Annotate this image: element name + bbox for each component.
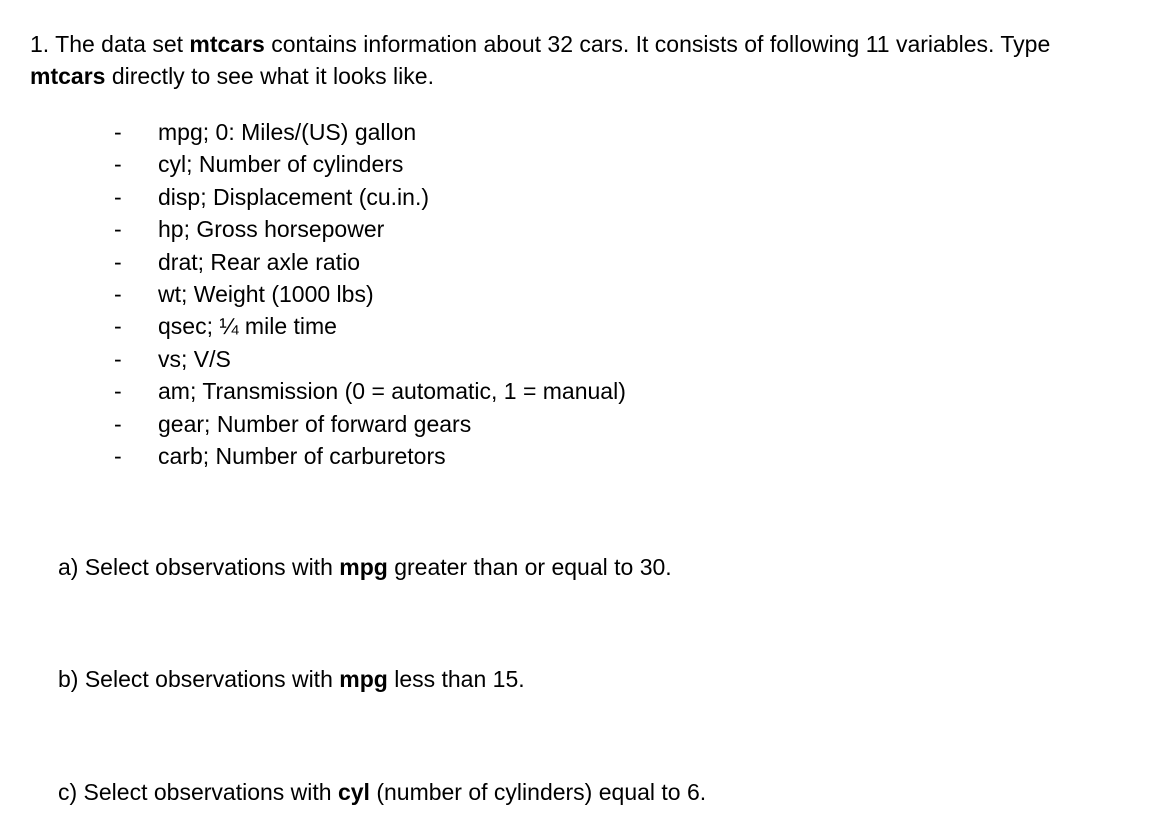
list-item bbox=[110, 246, 626, 278]
bullet-dash: - bbox=[114, 280, 122, 307]
list-item bbox=[110, 181, 626, 213]
question-c bbox=[58, 776, 706, 808]
bullet-dash: - bbox=[114, 151, 122, 178]
bullet-dash: - bbox=[114, 345, 122, 372]
question-a bbox=[58, 551, 672, 583]
list-item bbox=[110, 343, 626, 375]
bullet-dash: - bbox=[114, 183, 122, 210]
variable-text: wt; Weight (1000 lbs) bbox=[158, 280, 374, 307]
variable-text: cyl; Number of cylinders bbox=[158, 151, 404, 178]
variable-text: disp; Displacement (cu.in.) bbox=[158, 183, 429, 210]
question-a-var: mpg bbox=[339, 554, 388, 580]
list-item bbox=[110, 148, 626, 180]
question-b bbox=[58, 663, 525, 695]
variable-text: carb; Number of carburetors bbox=[158, 442, 446, 469]
dataset-name-2: mtcars bbox=[30, 63, 106, 89]
intro-text-3: directly to see what it looks like. bbox=[105, 63, 434, 89]
variable-text: drat; Rear axle ratio bbox=[158, 248, 360, 275]
question-b-post: less than 15. bbox=[387, 666, 525, 692]
question-c-pre: c) Select observations with bbox=[58, 779, 338, 805]
bullet-dash: - bbox=[114, 216, 122, 243]
question-c-var: cyl bbox=[337, 779, 370, 805]
dataset-name: mtcars bbox=[189, 31, 265, 57]
variable-text: hp; Gross horsepower bbox=[158, 216, 385, 243]
intro-paragraph bbox=[30, 28, 1130, 92]
list-item bbox=[110, 440, 626, 472]
variable-text: gear; Number of forward gears bbox=[158, 410, 472, 437]
list-item bbox=[110, 310, 626, 342]
question-b-pre: b) Select observations with bbox=[58, 666, 340, 692]
list-item bbox=[110, 116, 626, 148]
list-item bbox=[110, 375, 626, 407]
variable-list bbox=[110, 116, 626, 472]
list-item bbox=[110, 278, 626, 310]
variable-text: am; Transmission (0 = automatic, 1 = manual) bbox=[158, 378, 626, 405]
list-item bbox=[110, 408, 626, 440]
intro-text-2: contains information about 32 cars. It consists of following 11 variables. Type bbox=[264, 31, 1051, 57]
list-item bbox=[110, 213, 626, 245]
variable-text: qsec; ¼ mile time bbox=[158, 313, 337, 340]
variable-text: mpg; 0: Miles/(US) gallon bbox=[158, 119, 417, 145]
bullet-dash: - bbox=[114, 410, 122, 437]
bullet-dash: - bbox=[114, 248, 122, 275]
variable-text: vs; V/S bbox=[158, 345, 231, 372]
question-a-post: greater than or equal to 30. bbox=[387, 554, 672, 580]
bullet-dash: - bbox=[114, 378, 122, 405]
bullet-dash: - bbox=[114, 442, 122, 469]
bullet-dash: - bbox=[114, 313, 122, 340]
question-b-var: mpg bbox=[339, 666, 388, 692]
question-c-post: (number of cylinders) equal to 6. bbox=[369, 779, 707, 805]
question-a-pre: a) Select observations with bbox=[58, 554, 340, 580]
bullet-dash: - bbox=[114, 119, 122, 145]
intro-text-1: 1. The data set bbox=[30, 31, 190, 57]
